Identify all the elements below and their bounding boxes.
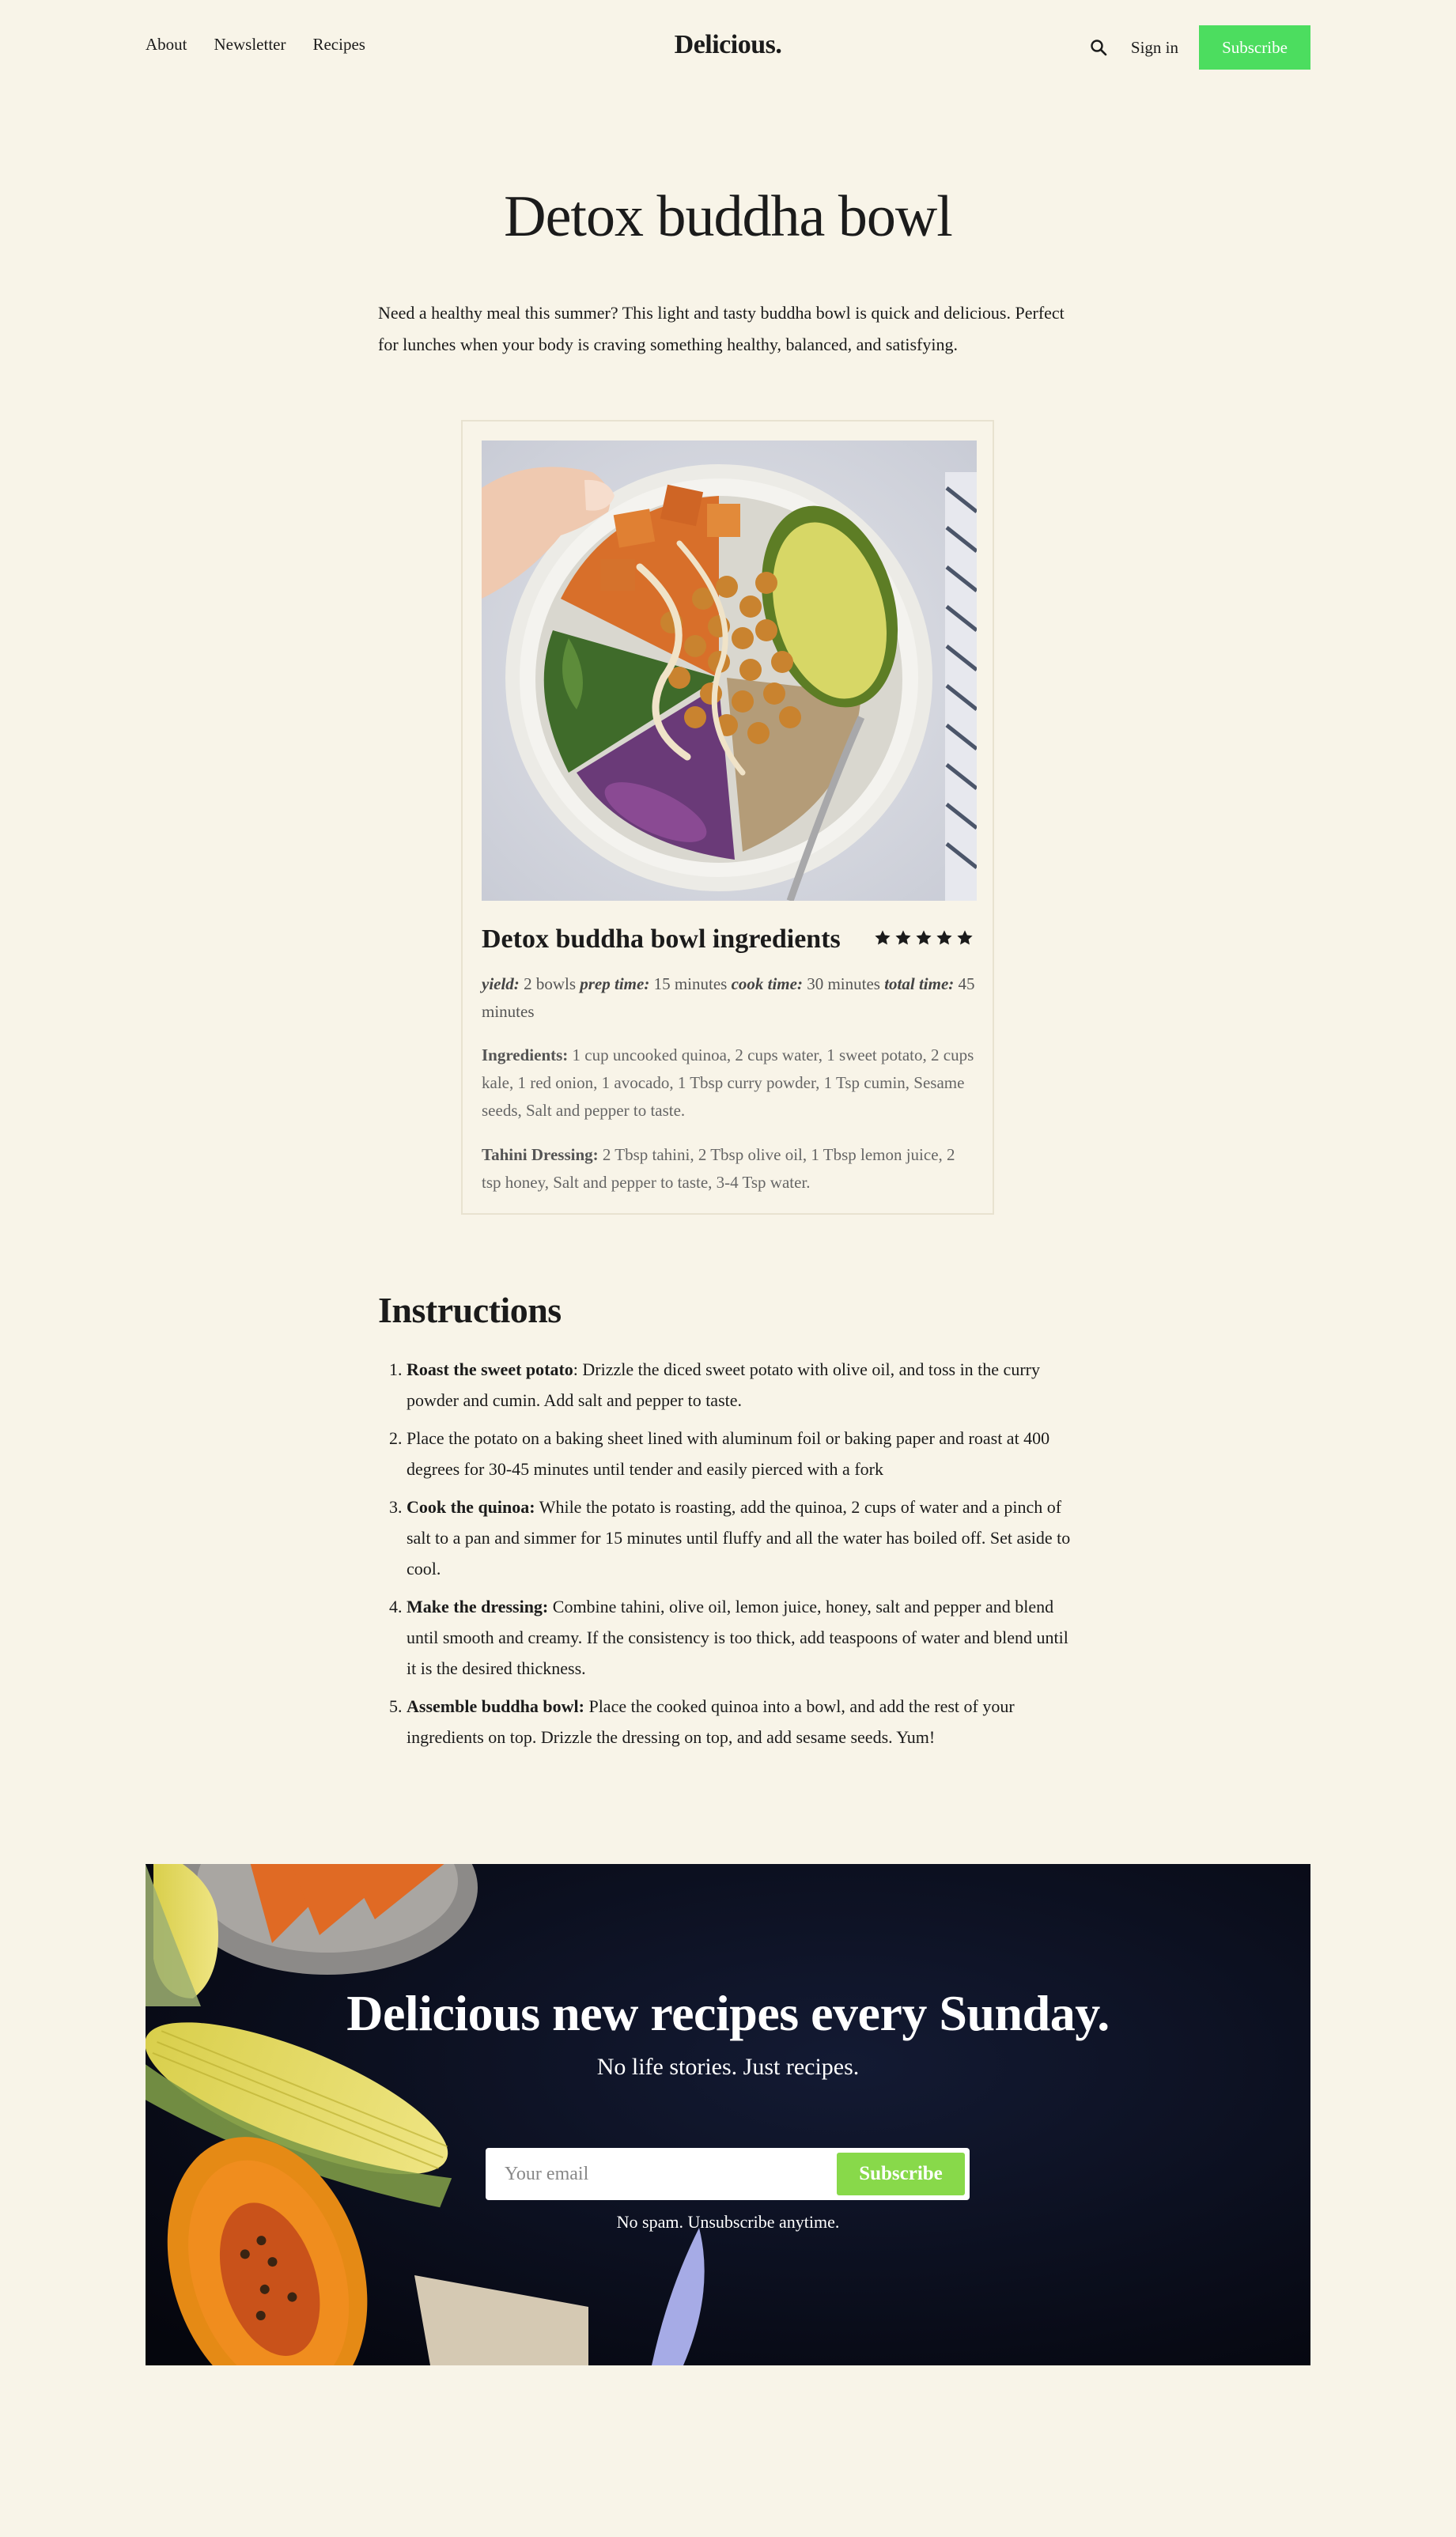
rating-stars [874,929,974,947]
subscribe-button[interactable]: Subscribe [1199,25,1310,70]
nav-link-newsletter[interactable]: Newsletter [214,35,286,54]
star-icon [874,929,891,947]
total-time-label: total time: [884,974,955,993]
no-spam-note: No spam. Unsubscribe anytime. [616,2212,840,2232]
newsletter-subscribe-button[interactable]: Subscribe [837,2153,965,2195]
newsletter-heading: Delicious new recipes every Sunday. [346,1985,1110,2041]
search-icon[interactable] [1087,36,1110,59]
recipe-intro: Need a healthy meal this summer? This light and tasty buddha bowl is quick and delicious. Perfect for lunches when your body is craving something healthy, balanced, and satisfying. [378,303,1065,354]
step-title: Assemble buddha bowl: [407,1696,584,1716]
site-logo[interactable]: Delicious. [674,30,782,59]
cook-time-label: cook time: [731,974,803,993]
nav-link-recipes[interactable]: Recipes [312,35,365,54]
instruction-step [407,1691,1074,1752]
star-icon [956,929,974,947]
star-icon [894,929,912,947]
instruction-step [407,1354,1074,1416]
prep-time-value: 15 minutes [653,974,728,993]
total-time-value: 45 minutes [482,974,975,1021]
ingredients-label: Ingredients: [482,1045,569,1064]
step-text: Combine tahini, olive oil, lemon juice, honey, salt and pepper and blend until smooth and creamy. If the consistency is too thick, add teaspoons of water and blend until it is the desired thickness. [407,1597,1068,1678]
recipe-card [461,420,994,1215]
instructions-list [378,1354,1074,1760]
yield-label: yield: [482,974,520,993]
ingredients-text: 1 cup uncooked quinoa, 2 cups water, 1 sweet potato, 2 cups kale, 1 red onion, 1 avocado, 1 Tbsp curry powder, 1 Tsp cumin, Sesame seeds, Salt and pepper to taste. [482,1045,974,1120]
instructions-heading: Instructions [378,1290,562,1330]
cook-time-value: 30 minutes [807,974,880,993]
star-icon [936,929,953,947]
step-title: Roast the sweet potato [407,1359,573,1379]
newsletter-banner [146,1864,1310,2365]
prep-time-label: prep time: [580,974,650,993]
buddha-bowl-photo [482,440,977,901]
yield-value: 2 bowls [524,974,576,993]
step-title: Make the dressing: [407,1597,549,1616]
newsletter-form [486,2148,970,2200]
nav-link-about[interactable]: About [146,35,187,54]
newsletter-subheading: No life stories. Just recipes. [596,2054,860,2080]
ingredients-list [482,1042,977,1125]
ingredients-card-title: Detox buddha bowl ingredients [482,924,841,954]
dressing-text: 2 Tbsp tahini, 2 Tbsp olive oil, 1 Tbsp lemon juice, 2 tsp honey, Salt and pepper to taste, 3-4 Tsp water. [482,1145,955,1192]
recipe-meta [482,970,977,1026]
star-icon [915,929,932,947]
vegetables-background-image [146,1864,1310,2365]
dressing-label: Tahini Dressing: [482,1145,599,1164]
dressing-list [482,1141,977,1197]
instruction-step [407,1492,1074,1584]
header-actions [1087,25,1310,70]
email-input[interactable] [486,2148,834,2200]
instruction-step [407,1423,1074,1484]
instruction-step [407,1591,1074,1684]
step-title: Cook the quinoa: [407,1497,535,1517]
signin-link[interactable]: Sign in [1130,37,1178,57]
step-text: Place the potato on a baking sheet lined with aluminum foil or baking paper and roast at 400 degrees for 30-45 minutes until tender and easily pierced with a fork [407,1428,1050,1479]
step-text: : Drizzle the diced sweet potato with olive oil, and toss in the curry powder and cumin. Add salt and pepper to taste. [407,1359,1040,1410]
step-text: While the potato is roasting, add the quinoa, 2 cups of water and a pinch of salt to a pan and simmer for 15 minutes until fluffy and all the water has boiled off. Set aside to cool. [407,1497,1071,1579]
page-title: Detox buddha bowl [504,184,952,249]
step-text: Place the cooked quinoa into a bowl, and add the rest of your ingredients on top. Drizzle the dressing on top, and add sesame seeds. Yum! [407,1696,1015,1747]
